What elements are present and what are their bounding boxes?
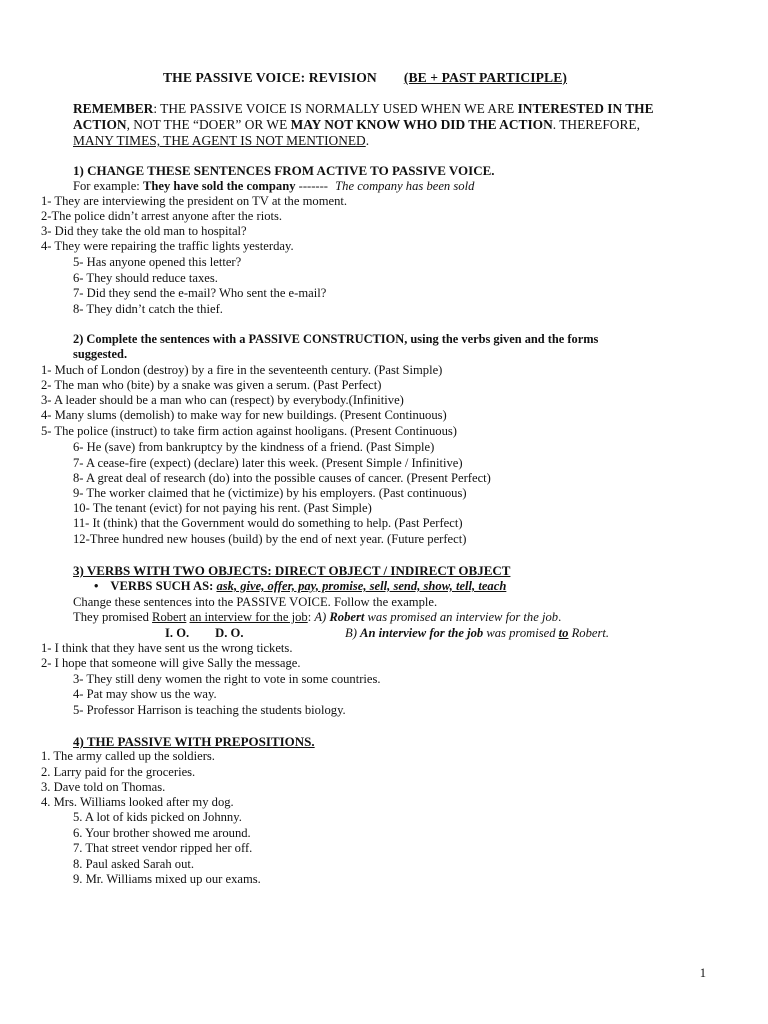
remember-underlined: MANY TIMES, THE AGENT IS NOT MENTIONED — [73, 133, 366, 148]
section4-item: 9. Mr. Williams mixed up our exams. — [73, 872, 261, 886]
section3-example-b — [345, 626, 609, 641]
section4-heading: 4) THE PASSIVE WITH PREPOSITIONS. — [73, 734, 315, 749]
do-label: D. O. — [215, 626, 244, 640]
page-number: 1 — [699, 966, 706, 980]
example-b-mid: was promised — [483, 626, 559, 640]
section4-item: 6. Your brother showed me around. — [73, 826, 251, 840]
remember-text-1: : THE PASSIVE VOICE IS NORMALLY USED WHEN WE ARE — [153, 101, 518, 116]
remember-line-2 — [73, 117, 640, 132]
section2-item: 2- The man who (bite) by a snake was given a serum. (Past Perfect) — [41, 378, 382, 392]
title-sub: (BE + PAST PARTICIPLE) — [403, 70, 568, 85]
section2-item: 8- A great deal of research (do) into the possible causes of cancer. (Present Perfect) — [73, 471, 491, 485]
section4-item: 2. Larry paid for the groceries. — [41, 765, 196, 779]
section2-item: 6- He (save) from bankruptcy by the kindness of a friend. (Past Simple) — [73, 440, 435, 454]
section4-item: 8. Paul asked Sarah out. — [73, 857, 195, 871]
section1-item: 8- They didn’t catch the thief. — [73, 302, 223, 316]
io-label: I. O. — [165, 626, 190, 640]
example-passive: The company has been sold — [335, 179, 475, 193]
section2-item: 11- It (think) that the Government would do something to help. (Past Perfect) — [73, 516, 463, 530]
example-prefix: For example: — [73, 179, 143, 193]
section2-item: 4- Many slums (demolish) to make way for new buildings. (Present Continuous) — [41, 408, 447, 422]
remember-line-1 — [73, 101, 654, 116]
example-b-subject: An interview for the job — [360, 626, 484, 640]
bullet-label: VERBS SUCH AS: — [110, 579, 217, 593]
example-indirect-object: Robert — [152, 610, 187, 624]
section3-item: 3- They still deny women the right to vote in some countries. — [73, 672, 381, 686]
example-a-end: . — [558, 610, 562, 624]
section4-item: 5. A lot of kids picked on Johnny. — [73, 810, 242, 824]
example-a-label: A) — [314, 610, 330, 624]
section2-item: 5- The police (instruct) to take firm action against hooligans. (Present Continuous) — [41, 424, 457, 438]
section2-item: 3- A leader should be a man who can (respect) by everybody.(Infinitive) — [41, 393, 404, 407]
section4-item: 3. Dave told on Thomas. — [41, 780, 166, 794]
section1-item: 3- Did they take the old man to hospital? — [41, 224, 247, 238]
section1-example — [73, 179, 474, 194]
section3-item: 4- Pat may show us the way. — [73, 687, 217, 701]
section4-item: 1. The army called up the soldiers. — [41, 749, 215, 763]
section3-bullet — [94, 579, 506, 594]
section2-heading-line1: 2) Complete the sentences with a PASSIVE CONSTRUCTION, using the verbs given and the forms — [73, 332, 599, 346]
section1-heading: 1) CHANGE THESE SENTENCES FROM ACTIVE TO PASSIVE VOICE. — [73, 163, 495, 178]
section3-item: 5- Professor Harrison is teaching the students biology. — [73, 703, 346, 717]
remember-bold-2: ACTION — [73, 117, 127, 132]
section3-heading: 3) VERBS WITH TWO OBJECTS: DIRECT OBJECT / INDIRECT OBJECT — [73, 563, 511, 578]
section1-item: 4- They were repairing the traffic lights yesterday. — [41, 239, 294, 253]
example-active: They have sold the company — [142, 179, 296, 193]
remember-text-4: . — [365, 133, 370, 148]
example-colon: : — [307, 610, 315, 624]
section3-object-labels — [165, 626, 244, 641]
remember-line-3 — [73, 133, 369, 148]
section2-item: 9- The worker claimed that he (victimize) by his employers. (Past continuous) — [73, 486, 467, 500]
title-main: THE PASSIVE VOICE: REVISION — [163, 70, 377, 85]
example-b-end: Robert. — [568, 626, 610, 640]
example-b-to: to — [558, 626, 569, 640]
example-a-subject: Robert — [329, 610, 365, 624]
example-dashes: ------- — [295, 179, 332, 193]
section1-item: 5- Has anyone opened this letter? — [73, 255, 242, 269]
section2-item: 12-Three hundred new houses (build) by the end of next year. (Future perfect) — [73, 532, 467, 546]
page-title — [163, 70, 567, 85]
section1-item: 2-The police didn’t arrest anyone after the riots. — [41, 209, 283, 223]
remember-bold-1: INTERESTED IN THE — [517, 101, 654, 116]
example-direct-object: an interview for the job — [189, 610, 308, 624]
remember-text-2: , NOT THE “DOER” OR WE — [126, 117, 291, 132]
section2-heading-line2: suggested. — [73, 347, 128, 361]
remember-label: REMEMBER — [73, 101, 154, 116]
example-a-rest: was promised an interview for the job — [364, 610, 559, 624]
section3-example — [73, 610, 561, 625]
section3-item: 1- I think that they have sent us the wrong tickets. — [41, 641, 293, 655]
section2-item: 10- The tenant (evict) for not paying his rent. (Past Simple) — [73, 501, 372, 515]
section1-item: 1- They are interviewing the president on TV at the moment. — [41, 194, 348, 208]
example-pre: They promised — [73, 610, 153, 624]
section4-item: 4. Mrs. Williams looked after my dog. — [41, 795, 234, 809]
section1-item: 6- They should reduce taxes. — [73, 271, 218, 285]
bullet-icon: • — [94, 579, 99, 593]
remember-text-3: . THEREFORE, — [552, 117, 640, 132]
section3-instruction: Change these sentences into the PASSIVE VOICE. Follow the example. — [73, 595, 438, 609]
section2-item: 1- Much of London (destroy) by a fire in the seventeenth century. (Past Simple) — [41, 363, 443, 377]
section2-item: 7- A cease-fire (expect) (declare) later this week. (Present Simple / Infinitive) — [73, 456, 463, 470]
section3-item: 2- I hope that someone will give Sally the message. — [41, 656, 301, 670]
section4-item: 7. That street vendor ripped her off. — [73, 841, 253, 855]
bullet-verbs: ask, give, offer, pay, promise, sell, send, show, tell, teach — [216, 579, 507, 593]
example-b-label: B) — [345, 626, 361, 640]
section1-item: 7- Did they send the e-mail? Who sent the e-mail? — [73, 286, 327, 300]
remember-bold-3: MAY NOT KNOW WHO DID THE ACTION — [290, 117, 553, 132]
